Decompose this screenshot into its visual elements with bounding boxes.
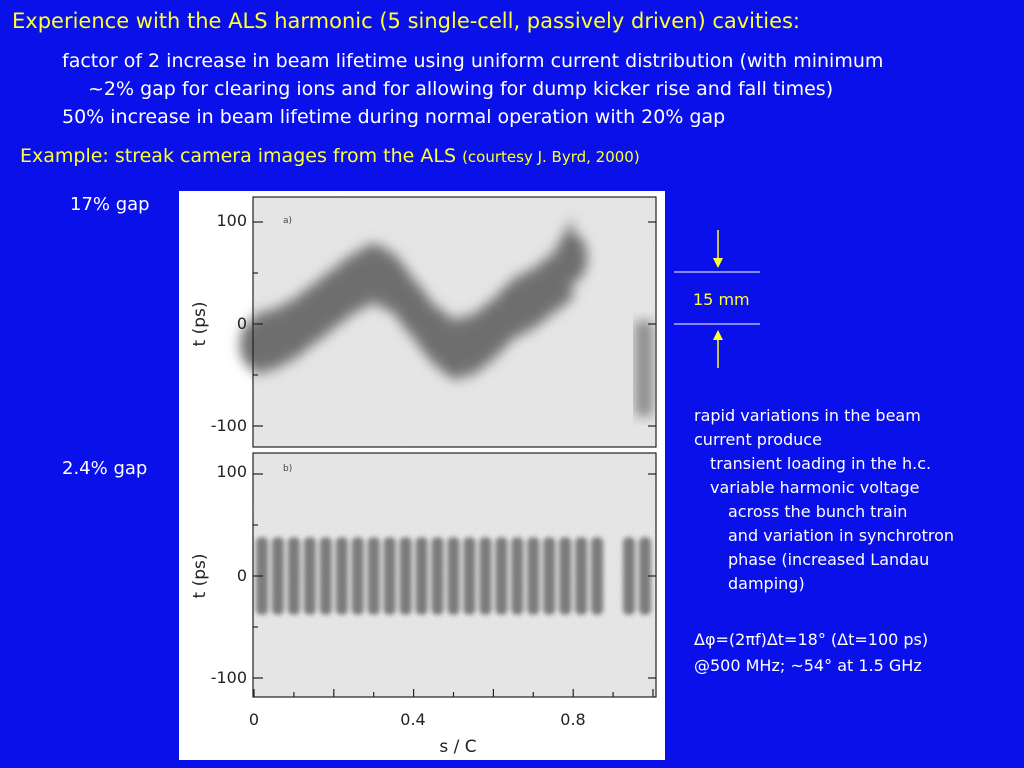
bullet-2: 50% increase in beam lifetime during normal operation with 20% gap [62,106,726,128]
side-note-line: rapid variations in the beam [694,406,921,425]
bunch-mark [432,537,444,615]
bunch-mark [591,537,603,615]
panel-label-2-4-gap: 2.4% gap [62,458,148,479]
panel-a-edge-bunch [635,321,653,416]
bunch-mark [368,537,380,615]
bunch-mark [448,537,460,615]
bunch-mark [479,537,491,615]
side-note-line: current produce [694,430,822,449]
ytick-b-0: 0 [236,566,247,585]
side-note-line: variable harmonic voltage [710,478,920,497]
arrow-up-icon [713,330,723,340]
side-note-line: across the bunch train [728,502,908,521]
bunch-mark [575,537,587,615]
slide-title: Experience with the ALS harmonic (5 single-cell, passively driven) cavities: [12,9,801,33]
bunch-mark [623,537,635,615]
streak-camera-figure [179,191,665,760]
example-caption [20,145,640,167]
xtick-0-8: 0.8 [560,710,586,729]
panel-b [253,453,656,697]
arrow-down-icon [713,258,723,268]
bunch-mark [527,537,539,615]
ylabel-a: t (ps) [190,301,210,347]
bunch-mark [416,537,428,615]
ytick-a-minus-100: -100 [210,416,247,435]
ytick-b-minus-100: -100 [210,668,247,687]
bunch-mark [559,537,571,615]
panel-label-17-gap: 17% gap [70,194,150,215]
bunch-mark [288,537,300,615]
bunch-mark [495,537,507,615]
panel-a [240,197,656,447]
bunch-mark [336,537,348,615]
ytick-a-100: 100 [216,211,247,230]
phase-formula-line-1: Δφ=(2πf)Δt=18° (Δt=100 ps) [694,630,929,649]
xtick-0-4: 0.4 [400,710,426,729]
beam-density-point [559,234,587,282]
bunch-mark [543,537,555,615]
panel-a-tag: a) [283,216,293,226]
panel-b-tag: b) [283,464,293,474]
example-credit: (courtesy J. Byrd, 2000) [462,148,640,166]
phase-formula-line-2: @500 MHz; ~54° at 1.5 GHz [694,656,922,675]
panel-b-bunch-train [256,537,651,615]
bunch-mark [384,537,396,615]
bunch-mark [320,537,332,615]
side-note-line: damping) [728,574,805,593]
xlabel: s / C [439,737,477,757]
bunch-mark [463,537,475,615]
bunch-mark [272,537,284,615]
example-text: Example: streak camera images from the ALS [20,145,457,167]
side-note-line: transient loading in the h.c. [710,454,932,473]
ylabel-b: t (ps) [190,553,210,599]
scale-label: 15 mm [693,290,750,309]
side-note [694,404,954,596]
bunch-mark [304,537,316,615]
bullet-1-line-2: ~2% gap for clearing ions and for allowing for dump kicker rise and fall times) [88,78,834,100]
side-note-line: phase (increased Landau [728,550,930,569]
bunch-mark [352,537,364,615]
ytick-a-0: 0 [236,314,247,333]
bullet-1-line-1: factor of 2 increase in beam lifetime using uniform current distribution (with minimum [62,50,884,72]
bunch-mark [511,537,523,615]
xtick-0: 0 [248,710,260,729]
streak-camera-plots [179,191,665,760]
bunch-mark [400,537,412,615]
side-note-line: and variation in synchrotron [728,526,955,545]
ytick-b-100: 100 [216,462,247,481]
